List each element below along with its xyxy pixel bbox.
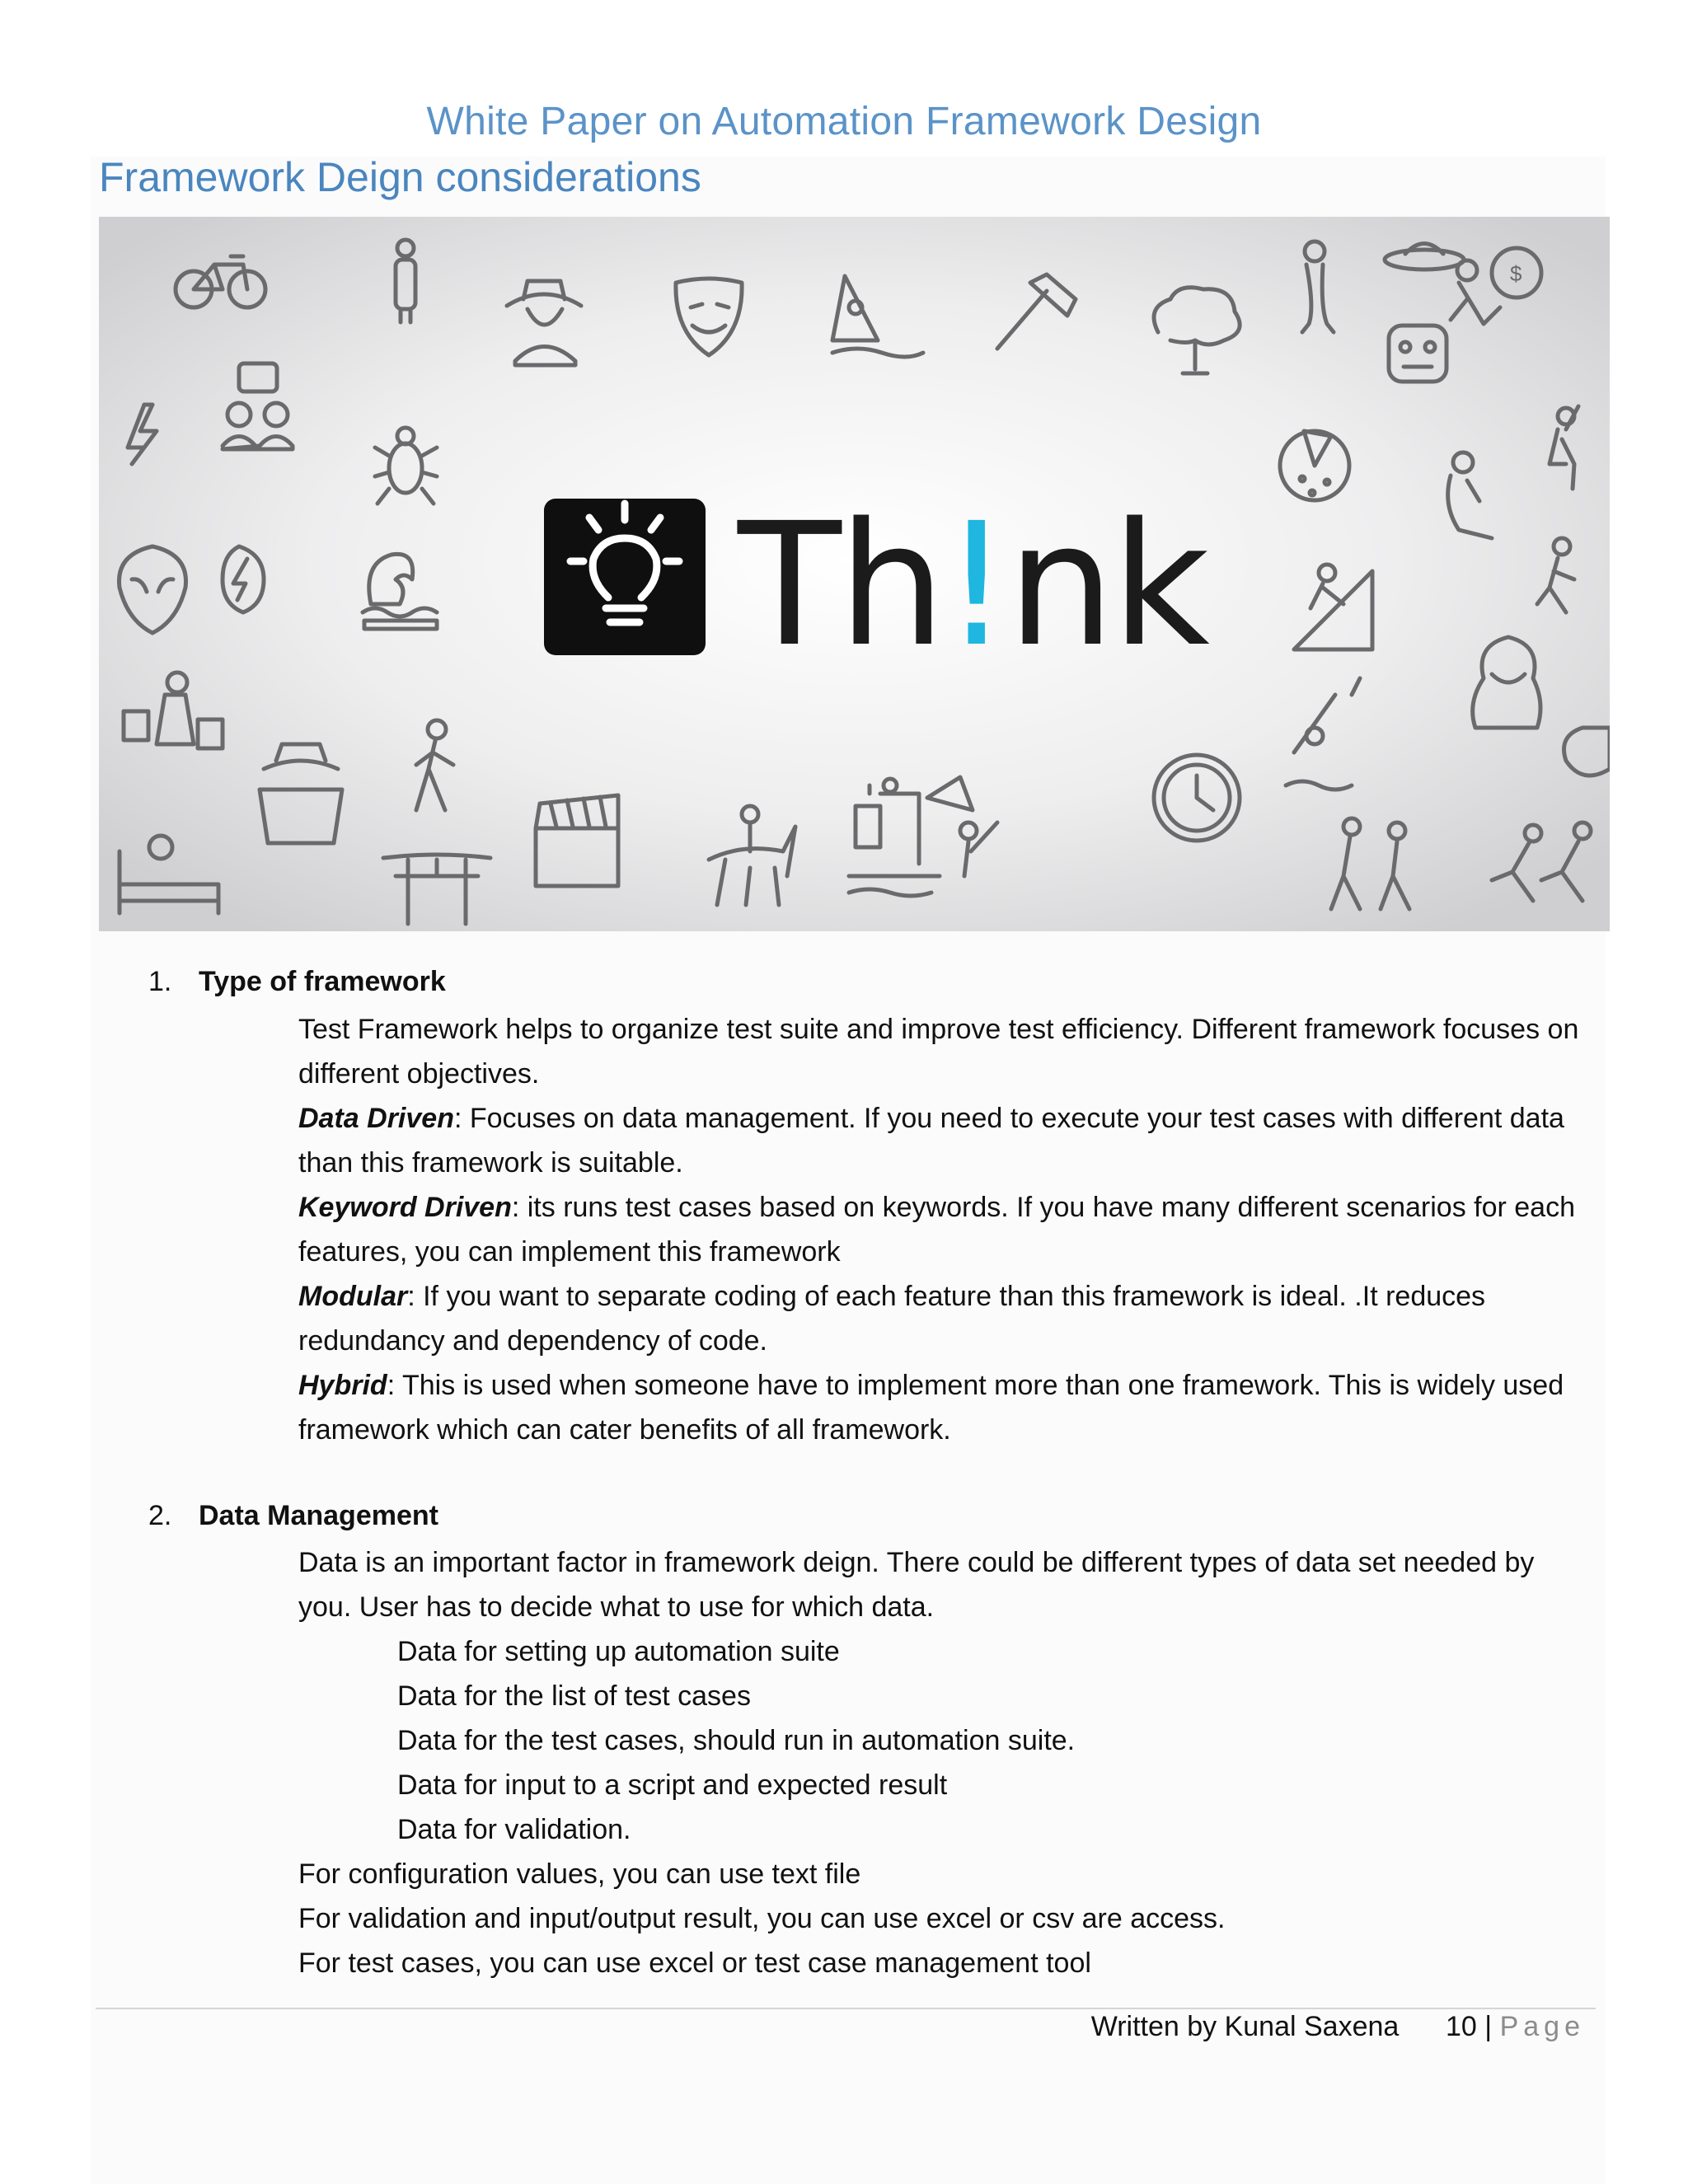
document-title: White Paper on Automation Framework Design <box>426 100 1262 143</box>
text-line: different objectives. <box>298 1058 540 1090</box>
term-hybrid: Hybrid <box>298 1370 387 1401</box>
term-modular: Modular <box>298 1281 408 1312</box>
list-item: Data for validation. <box>397 1814 631 1845</box>
text-line: Test Framework helps to organize test suite and improve test efficiency. Different framework focuses on <box>298 1014 1579 1045</box>
logo-word-part1: Th <box>738 486 943 684</box>
svg-text:Th!nk <box>737 486 1210 684</box>
term-desc: : This is used when someone have to implement more than one framework. This is widely used <box>387 1370 1564 1401</box>
list-item: Data for setting up automation suite <box>397 1636 840 1667</box>
page-label: Page <box>1499 2011 1585 2042</box>
list-item: Data for the test cases, should run in automation suite. <box>397 1725 1076 1756</box>
term-line <box>298 1096 1601 1141</box>
list-number: 1. <box>148 966 172 997</box>
list-heading: Data Management <box>199 1500 438 1531</box>
text-line: you. User has to decide what to use for which data. <box>298 1591 935 1623</box>
footer-separator: | <box>1484 2011 1493 2042</box>
section-heading: Framework Deign considerations <box>99 154 701 200</box>
term-desc: : Focuses on data management. If you need to execute your test cases with different data <box>453 1103 1564 1134</box>
framework-types-text <box>298 1007 1601 1452</box>
term-line <box>298 1185 1601 1230</box>
list-number: 2. <box>148 1500 172 1531</box>
svg-text:$: $ <box>1510 261 1522 286</box>
logo-word-bang: ! <box>942 486 1007 684</box>
think-logo <box>544 486 1210 684</box>
list-item: Data for the list of test cases <box>397 1680 751 1712</box>
think-banner-image <box>99 217 1610 931</box>
list-heading: Type of framework <box>199 966 446 997</box>
term-desc: : If you want to separate coding of each feature than this framework is ideal. .It reduces <box>407 1281 1486 1312</box>
text-line: For configuration values, you can use text file <box>298 1858 861 1890</box>
footer-author: Written by Kunal Saxena <box>1090 2011 1400 2042</box>
term-desc: : its runs test cases based on keywords. If you have many different scenarios for each <box>511 1192 1575 1223</box>
page-number: 10 <box>1446 2011 1477 2042</box>
text-line: features, you can implement this framework <box>298 1236 841 1268</box>
page-footer <box>1091 2011 1585 2043</box>
data-types-list <box>397 1629 1075 1852</box>
term-data-driven: Data Driven <box>298 1103 454 1134</box>
term-line <box>298 1274 1601 1319</box>
text-line: than this framework is suitable. <box>298 1147 683 1179</box>
text-line: redundancy and dependency of code. <box>298 1325 768 1357</box>
data-storage-notes <box>298 1852 1601 1985</box>
text-line: framework which can cater benefits of all framework. <box>298 1414 951 1446</box>
list-item: Data for input to a script and expected result <box>397 1769 948 1801</box>
text-line: For validation and input/output result, you can use excel or csv are access. <box>298 1903 1226 1934</box>
term-keyword-driven: Keyword Driven <box>298 1192 512 1223</box>
data-management-intro <box>298 1540 1601 1629</box>
footer-divider <box>96 2008 1596 2009</box>
text-line: Data is an important factor in framework deign. There could be different types of data set needed by <box>298 1547 1535 1578</box>
logo-word-part2: nk <box>1007 486 1207 684</box>
term-line <box>298 1363 1601 1408</box>
text-line: For test cases, you can use excel or test case management tool <box>298 1947 1091 1979</box>
